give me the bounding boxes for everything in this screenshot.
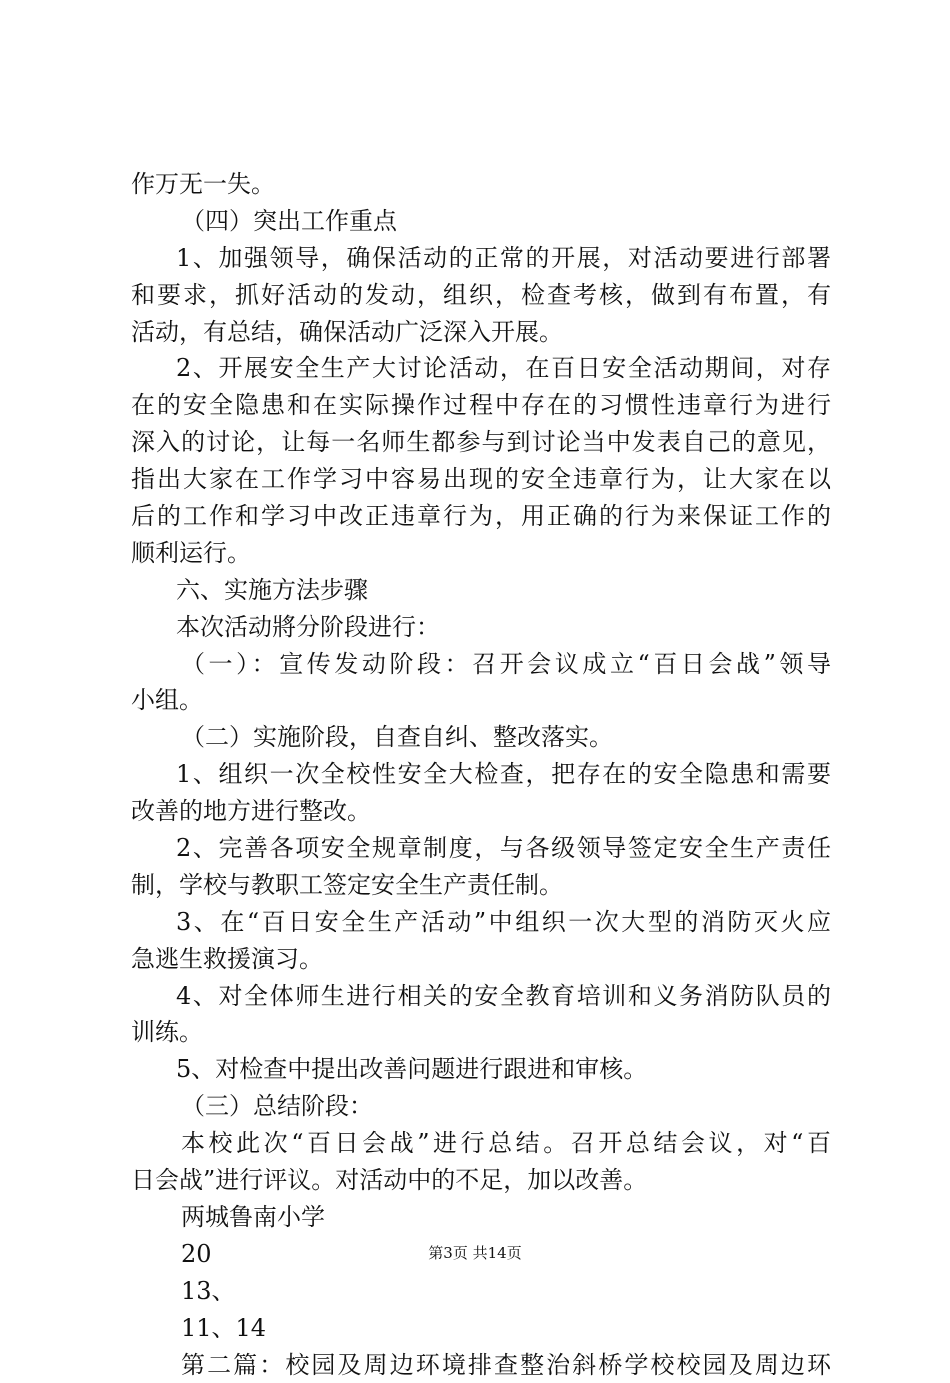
text-line: 日会战”进行评议。对活动中的不足，加以改善。	[131, 1162, 831, 1199]
text-line: 训练。	[131, 1014, 831, 1051]
text-line: 2、完善各项安全规章制度，与各级领导签定安全生产责任	[131, 830, 831, 867]
text-line: 1、加强领导，确保活动的正常的开展，对活动要进行部署	[131, 240, 831, 277]
text-line: 5、对检查中提出改善问题进行跟进和审核。	[131, 1051, 831, 1088]
text-line: 深入的讨论，让每一名师生都参与到讨论当中发表自己的意见，	[131, 424, 831, 461]
text-line: 4、对全体师生进行相关的安全教育培训和义务消防队员的	[131, 978, 831, 1015]
text-line: 20	[131, 1236, 831, 1273]
text-line: 指出大家在工作学习中容易出现的安全违章行为，让大家在以	[131, 461, 831, 498]
text-line: 本次活动將分阶段进行：	[131, 609, 831, 646]
text-line: 2、开展安全生产大讨论活动，在百日安全活动期间，对存	[131, 350, 831, 387]
text-line: 两城鲁南小学	[131, 1199, 831, 1236]
text-line: 急逃生救援演习。	[131, 941, 831, 978]
text-line: （二）实施阶段，自查自纠、整改落实。	[131, 719, 831, 756]
text-line: 活动，有总结，确保活动广泛深入开展。	[131, 314, 831, 351]
text-line: 改善的地方进行整改。	[131, 793, 831, 830]
text-line: 顺利运行。	[131, 535, 831, 572]
text-line: 制，学校与教职工签定安全生产责任制。	[131, 867, 831, 904]
text-line: 后的工作和学习中改正违章行为，用正确的行为来保证工作的	[131, 498, 831, 535]
page-footer: 第3页 共14页	[0, 1242, 950, 1264]
document-body	[131, 166, 831, 1383]
text-line: 1、组织一次全校性安全大检查，把存在的安全隐患和需要	[131, 756, 831, 793]
text-line: （四）突出工作重点	[131, 203, 831, 240]
text-line: 小组。	[131, 682, 831, 719]
text-line: 3、在“百日安全生产活动”中组织一次大型的消防灭火应	[131, 904, 831, 941]
text-line: 六、实施方法步骤	[131, 572, 831, 609]
text-line: （三）总结阶段：	[131, 1088, 831, 1125]
text-line: 11、14	[131, 1310, 831, 1347]
text-line: （一）：宣传发动阶段：召开会议成立“百日会战”领导	[131, 646, 831, 683]
text-line: 13、	[131, 1273, 831, 1310]
text-line: 作万无一失。	[131, 166, 831, 203]
text-line: 本校此次“百日会战”进行总结。召开总结会议，对“百	[131, 1125, 831, 1162]
text-line: 和要求，抓好活动的发动，组织，检查考核，做到有布置，有	[131, 277, 831, 314]
text-line: 在的安全隐患和在实际操作过程中存在的习惯性违章行为进行	[131, 387, 831, 424]
text-line: 第二篇：校园及周边环境排查整治斜桥学校校园及周边环	[131, 1347, 831, 1383]
